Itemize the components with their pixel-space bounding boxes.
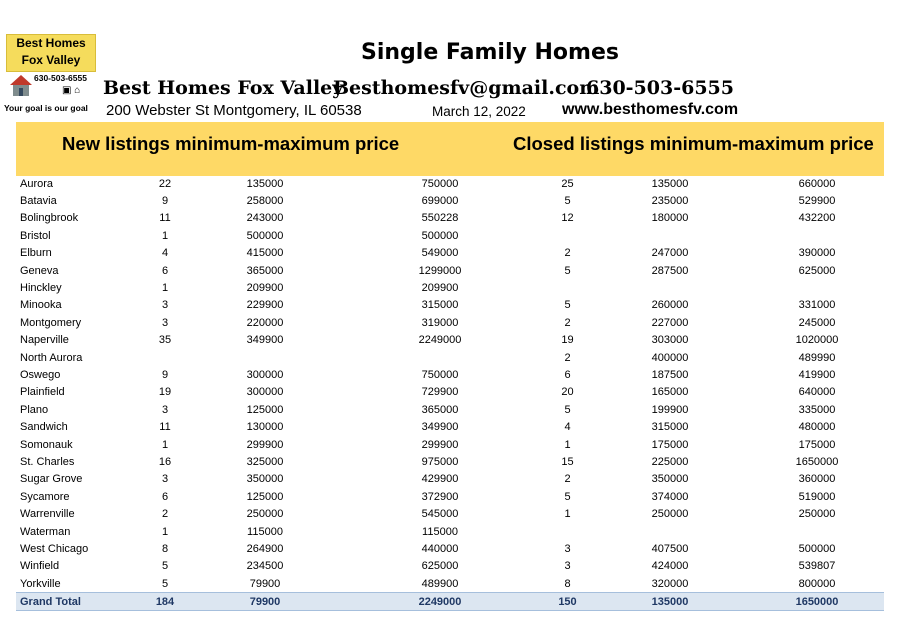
new-count-cell: 5 (161, 577, 169, 590)
closed-min-price-cell (590, 279, 750, 296)
new-min-price-cell (195, 349, 335, 366)
closed-min-price-cell: 227000 (651, 316, 689, 329)
closed-max-price-cell: 419900 (798, 368, 836, 381)
city-cell: Plainfield (20, 386, 65, 399)
closed-min-price-cell (590, 523, 750, 540)
new-max-price-cell: 349900 (421, 421, 459, 434)
table-row (16, 297, 884, 314)
closed-count-cell: 15 (561, 455, 574, 468)
closed-min-price-cell: 350000 (651, 473, 689, 486)
closed-min-price-cell: 225000 (651, 455, 689, 468)
total-closed-min-price-cell: 135000 (590, 593, 750, 611)
listings-table (16, 175, 884, 611)
logo-phone: 630-503-6555 (34, 73, 87, 83)
new-min-price-cell: 365000 (246, 264, 284, 277)
new-count-cell: 1 (161, 525, 169, 538)
table-row (16, 453, 884, 470)
table-row (16, 418, 884, 435)
table-row (16, 366, 884, 383)
new-min-price-cell: 299900 (246, 438, 284, 451)
closed-max-price-cell: 539807 (798, 560, 836, 573)
city-cell: Geneva (20, 264, 59, 277)
closed-min-price-cell: 180000 (651, 212, 689, 225)
table-row (16, 192, 884, 209)
new-min-price-cell: 264900 (246, 542, 284, 555)
house-icon (8, 72, 34, 98)
new-max-price-cell: 299900 (421, 438, 459, 451)
closed-count-cell: 25 (561, 177, 574, 190)
closed-min-price-cell: 135000 (651, 177, 689, 190)
new-count-cell: 1 (161, 438, 169, 451)
table-row (16, 401, 884, 418)
city-cell: West Chicago (20, 542, 89, 555)
grand-total-row (16, 593, 884, 611)
table-row (16, 245, 884, 262)
table-row (16, 227, 884, 244)
city-cell: Sandwich (20, 421, 68, 434)
closed-max-price-cell: 480000 (798, 421, 836, 434)
city-cell: Plano (20, 403, 49, 416)
logo-line1: Best Homes (16, 36, 86, 50)
new-min-price-cell: 300000 (246, 386, 284, 399)
city-cell: Somonauk (20, 438, 73, 451)
new-count-cell: 11 (159, 421, 171, 434)
new-count-cell: 3 (161, 316, 169, 329)
equal-housing-icon: ▣ ⌂ (62, 85, 81, 96)
new-max-price-cell: 750000 (421, 177, 459, 190)
closed-min-price-cell: 235000 (651, 195, 689, 208)
table-row (16, 175, 884, 192)
new-max-price-cell: 549000 (421, 247, 459, 260)
closed-count-cell: 5 (564, 264, 571, 277)
closed-max-price-cell: 175000 (798, 438, 836, 451)
new-count-cell: 35 (158, 334, 172, 347)
new-max-price-cell: 699000 (421, 195, 459, 208)
table-row (16, 575, 884, 593)
new-count-cell: 1 (161, 282, 169, 295)
table-row (16, 384, 884, 401)
closed-min-price-cell: 175000 (651, 438, 689, 451)
closed-max-price-cell: 360000 (798, 473, 836, 486)
city-cell: Winfield (20, 560, 60, 573)
closed-max-price-cell (750, 523, 884, 540)
new-min-price-cell: 300000 (246, 368, 284, 381)
closed-min-price-cell: 187500 (651, 368, 689, 381)
new-max-price-cell: 209900 (421, 282, 459, 295)
new-min-price-cell: 130000 (246, 421, 284, 434)
total-new-max-price-cell: 2249000 (335, 593, 545, 611)
city-cell: Hinckley (20, 282, 62, 295)
city-cell: Aurora (20, 177, 54, 190)
new-min-price-cell: 79900 (249, 577, 281, 590)
table-row (16, 558, 884, 575)
closed-max-price-cell: 1020000 (795, 334, 839, 347)
closed-count-cell: 19 (561, 334, 574, 347)
closed-min-price-cell: 250000 (651, 508, 689, 521)
company-name: Best Homes Fox Valley (103, 77, 344, 99)
new-min-price-cell: 500000 (246, 229, 284, 242)
page-title: Single Family Homes (361, 40, 619, 65)
closed-count-cell (545, 523, 590, 540)
table-row (16, 436, 884, 453)
closed-max-price-cell: 432200 (798, 212, 836, 225)
closed-max-price-cell: 519000 (798, 490, 836, 503)
city-cell: Naperville (20, 334, 69, 347)
closed-max-price-cell: 390000 (798, 247, 836, 260)
city-cell: Oswego (20, 368, 61, 381)
new-count-cell: 22 (158, 177, 172, 190)
closed-count-cell: 8 (564, 577, 571, 590)
new-min-price-cell: 243000 (246, 212, 284, 225)
closed-min-price-cell: 407500 (651, 542, 689, 555)
logo (4, 33, 96, 119)
closed-count-cell: 5 (564, 490, 571, 503)
total-closed-max-price-cell: 1650000 (750, 593, 884, 611)
closed-max-price-cell: 245000 (798, 316, 836, 329)
table-row (16, 471, 884, 488)
new-max-price-cell: 729900 (421, 386, 459, 399)
table-row (16, 314, 884, 331)
new-max-price-cell: 975000 (421, 455, 459, 468)
closed-min-price-cell: 165000 (651, 386, 689, 399)
new-min-price-cell: 234500 (246, 560, 284, 573)
table-row (16, 523, 884, 540)
city-cell: Minooka (20, 299, 62, 312)
city-cell: Warrenville (20, 508, 75, 521)
city-cell: Batavia (20, 195, 57, 208)
new-max-price-cell: 625000 (421, 560, 459, 573)
new-count-cell (135, 349, 195, 366)
closed-min-price-cell: 247000 (651, 247, 689, 260)
closed-min-price-cell: 400000 (651, 351, 689, 364)
new-count-cell: 1 (161, 229, 169, 242)
new-listings-heading: New listings minimum-maximum price (62, 133, 400, 154)
closed-count-cell: 5 (564, 299, 571, 312)
new-count-cell: 8 (161, 542, 169, 555)
new-count-cell: 19 (158, 386, 172, 399)
closed-max-price-cell: 1650000 (795, 455, 839, 468)
new-count-cell: 16 (158, 455, 172, 468)
new-min-price-cell: 325000 (246, 455, 284, 468)
city-cell: Elburn (20, 247, 52, 260)
city-cell: Yorkville (20, 577, 61, 590)
new-count-cell: 5 (161, 560, 169, 573)
table-row (16, 540, 884, 557)
closed-min-price-cell: 287500 (651, 264, 689, 277)
closed-count-cell: 2 (564, 247, 571, 260)
logo-badge (6, 34, 96, 72)
new-min-price-cell: 220000 (246, 316, 284, 329)
new-min-price-cell: 229900 (246, 299, 284, 312)
total-new-min-price-cell: 79900 (195, 593, 335, 611)
new-min-price-cell: 258000 (246, 195, 284, 208)
logo-slogan: Your goal is our goal (4, 103, 88, 113)
closed-max-price-cell: 250000 (798, 508, 836, 521)
city-cell: Montgomery (20, 316, 82, 329)
city-cell: Sycamore (20, 490, 70, 503)
new-min-price-cell: 115000 (247, 525, 283, 538)
new-min-price-cell: 209900 (246, 282, 284, 295)
new-max-price-cell: 500000 (421, 229, 459, 242)
table-row (16, 210, 884, 227)
new-max-price-cell: 429900 (421, 473, 459, 486)
city-cell: Bristol (20, 229, 51, 242)
closed-count-cell: 5 (564, 195, 571, 208)
logo-line2: Fox Valley (21, 53, 81, 67)
closed-count-cell (545, 279, 590, 296)
new-max-price-cell: 440000 (421, 542, 459, 555)
new-count-cell: 9 (161, 195, 169, 208)
new-min-price-cell: 349900 (246, 334, 284, 347)
closed-count-cell: 12 (561, 212, 574, 225)
total-new-count-cell: 184 (135, 593, 195, 611)
new-max-price-cell: 550228 (421, 212, 459, 225)
table-row (16, 488, 884, 505)
closed-count-cell: 5 (564, 403, 571, 416)
company-email: Besthomesfv@gmail.com (333, 77, 600, 99)
company-address: 200 Webster St Montgomery, IL 60538 (106, 102, 362, 119)
table-row (16, 262, 884, 279)
new-max-price-cell (335, 349, 545, 366)
city-cell: St. Charles (20, 455, 75, 468)
city-cell: Waterman (20, 525, 71, 538)
closed-count-cell: 2 (564, 351, 571, 364)
closed-count-cell: 20 (561, 386, 574, 399)
total-city-cell: Grand Total (16, 593, 135, 611)
closed-max-price-cell: 529900 (798, 195, 836, 208)
closed-min-price-cell: 424000 (651, 560, 689, 573)
closed-max-price-cell: 640000 (798, 386, 836, 399)
closed-min-price-cell: 374000 (651, 490, 689, 503)
new-max-price-cell: 2249000 (418, 334, 462, 347)
new-count-cell: 11 (159, 212, 171, 225)
closed-max-price-cell (750, 279, 884, 296)
closed-count-cell: 4 (564, 421, 571, 434)
city-cell: Sugar Grove (20, 473, 83, 486)
closed-count-cell: 3 (564, 560, 571, 573)
closed-min-price-cell: 315000 (651, 421, 689, 434)
closed-count-cell: 1 (564, 438, 571, 451)
table-row (16, 349, 884, 366)
closed-count-cell: 1 (564, 508, 571, 521)
new-count-cell: 4 (161, 247, 169, 260)
new-max-price-cell: 315000 (421, 299, 459, 312)
company-website: www.besthomesfv.com (562, 101, 739, 118)
city-cell: Bolingbrook (20, 212, 79, 225)
report-date: March 12, 2022 (432, 104, 526, 119)
table-row (16, 505, 884, 522)
closed-max-price-cell: 800000 (798, 577, 836, 590)
new-min-price-cell: 125000 (246, 490, 284, 503)
closed-max-price-cell (750, 227, 884, 244)
closed-max-price-cell: 335000 (798, 403, 836, 416)
closed-max-price-cell: 331000 (798, 299, 836, 312)
new-min-price-cell: 250000 (246, 508, 284, 521)
closed-count-cell (545, 227, 590, 244)
new-max-price-cell: 365000 (421, 403, 459, 416)
new-max-price-cell: 545000 (421, 508, 459, 521)
closed-listings-heading: Closed listings minimum-maximum price (513, 133, 874, 154)
closed-max-price-cell: 625000 (798, 264, 836, 277)
table-row (16, 332, 884, 349)
new-max-price-cell: 115000 (422, 525, 458, 538)
new-count-cell: 6 (161, 264, 169, 277)
new-max-price-cell: 1299000 (418, 264, 462, 277)
total-closed-count-cell: 150 (545, 593, 590, 611)
closed-count-cell: 2 (564, 316, 571, 329)
new-count-cell: 2 (161, 508, 169, 521)
closed-count-cell: 3 (564, 542, 571, 555)
new-count-cell: 3 (161, 403, 169, 416)
new-min-price-cell: 415000 (246, 247, 284, 260)
new-min-price-cell: 125000 (246, 403, 284, 416)
closed-count-cell: 6 (564, 368, 571, 381)
closed-min-price-cell: 320000 (651, 577, 689, 590)
new-max-price-cell: 489900 (421, 577, 459, 590)
new-count-cell: 3 (161, 299, 169, 312)
closed-count-cell: 2 (564, 473, 571, 486)
closed-max-price-cell: 660000 (798, 177, 836, 190)
new-max-price-cell: 372900 (421, 490, 459, 503)
new-min-price-cell: 350000 (246, 473, 284, 486)
closed-max-price-cell: 500000 (798, 542, 836, 555)
table-row (16, 279, 884, 296)
closed-max-price-cell: 489990 (798, 351, 836, 364)
closed-min-price-cell: 260000 (651, 299, 689, 312)
new-count-cell: 6 (161, 490, 169, 503)
new-max-price-cell: 319000 (421, 316, 459, 329)
closed-min-price-cell: 199900 (651, 403, 689, 416)
city-cell: North Aurora (20, 351, 83, 364)
new-max-price-cell: 750000 (421, 368, 459, 381)
closed-min-price-cell: 303000 (651, 334, 689, 347)
closed-min-price-cell (590, 227, 750, 244)
new-count-cell: 9 (161, 368, 169, 381)
new-min-price-cell: 135000 (246, 177, 284, 190)
new-count-cell: 3 (161, 473, 169, 486)
company-phone: 630-503-6555 (586, 77, 734, 99)
